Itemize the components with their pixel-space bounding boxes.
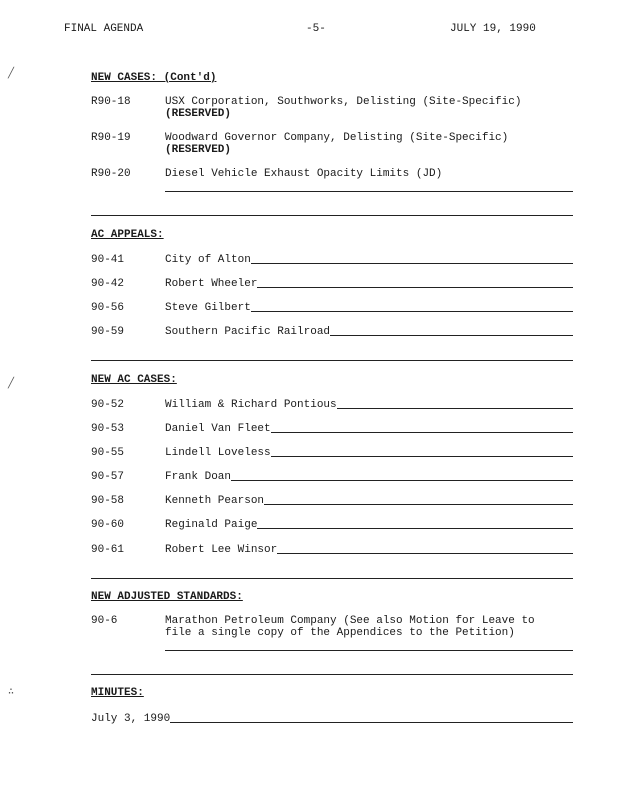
case-name: William & Richard Pontious [165,399,337,411]
minutes-date: July 3, 1990 [91,713,171,725]
list-item [91,517,573,531]
list-item [91,421,573,435]
case-name: Frank Doan [165,471,232,483]
entry-line [251,262,573,264]
list-item [91,276,573,290]
case-number: R90-20 [91,168,131,180]
list-item [91,493,573,507]
case-description [165,132,575,156]
entry-line [257,286,573,288]
entry-line [271,431,573,433]
case-name: Robert Lee Winsor [165,544,278,556]
entry-line [330,334,573,336]
case-number: 90-52 [91,399,125,411]
margin-mark: ╱ [8,69,15,80]
signature-line [165,191,573,192]
case-number: 90-57 [91,471,125,483]
case-number: 90-42 [91,278,125,290]
case-description-line: USX Corporation, Southworks, Delisting (Site-Specific) [165,96,522,108]
list-item [91,252,573,266]
case-description [165,615,575,639]
case-name: Steve Gilbert [165,302,251,314]
margin-mark: ∴ [8,687,15,698]
entry-line [170,721,573,723]
case-name: Lindell Loveless [165,447,271,459]
case-name: Daniel Van Fleet [165,423,271,435]
case-name: Southern Pacific Railroad [165,326,331,338]
entry-line [264,503,573,505]
case-description-line: Marathon Petroleum Company (See also Motion for Leave to [165,615,535,627]
new-cases-heading: NEW CASES: (Cont'd) [91,72,217,84]
case-description-line: Woodward Governor Company, Delisting (Site-Specific) [165,132,509,144]
case-name: Kenneth Pearson [165,495,265,507]
case-number: 90-6 [91,615,118,627]
signature-line [165,650,573,651]
list-item [91,445,573,459]
case-number: R90-18 [91,96,131,108]
case-status: (RESERVED) [165,144,232,156]
entry-line [251,310,573,312]
case-description [165,96,575,120]
case-number: R90-19 [91,132,131,144]
section-divider [91,578,573,579]
page-number: -5- [306,23,326,35]
ac-appeals-heading: AC APPEALS: [91,229,164,241]
case-description-line: file a single copy of the Appendices to the Petition) [165,627,515,639]
entry-line [337,407,573,409]
section-divider [91,360,573,361]
section-divider [91,215,573,216]
header-title: FINAL AGENDA [64,23,144,35]
case-number: 90-56 [91,302,125,314]
case-number: 90-59 [91,326,125,338]
list-item [91,469,573,483]
case-number: 90-55 [91,447,125,459]
new-ac-cases-heading: NEW AC CASES: [91,374,177,386]
entry-line [277,552,573,554]
entry-line [271,455,573,457]
entry-line [257,527,573,529]
list-item [91,542,573,556]
new-adjusted-standards-heading: NEW ADJUSTED STANDARDS: [91,591,243,603]
list-item [91,300,573,314]
entry-line [231,479,573,481]
list-item [91,397,573,411]
case-number: 90-60 [91,519,125,531]
case-name: Reginald Paige [165,519,258,531]
case-number: 90-41 [91,254,125,266]
case-status: (RESERVED) [165,108,232,120]
header-date: JULY 19, 1990 [450,23,536,35]
case-name: Robert Wheeler [165,278,258,290]
case-name: City of Alton [165,254,251,266]
list-item [91,324,573,338]
case-description: Diesel Vehicle Exhaust Opacity Limits (JD) [165,168,443,180]
margin-mark: ╱ [8,379,15,390]
list-item [91,711,573,725]
minutes-heading: MINUTES: [91,687,144,699]
case-number: 90-53 [91,423,125,435]
case-number: 90-58 [91,495,125,507]
case-number: 90-61 [91,544,125,556]
section-divider [91,674,573,675]
